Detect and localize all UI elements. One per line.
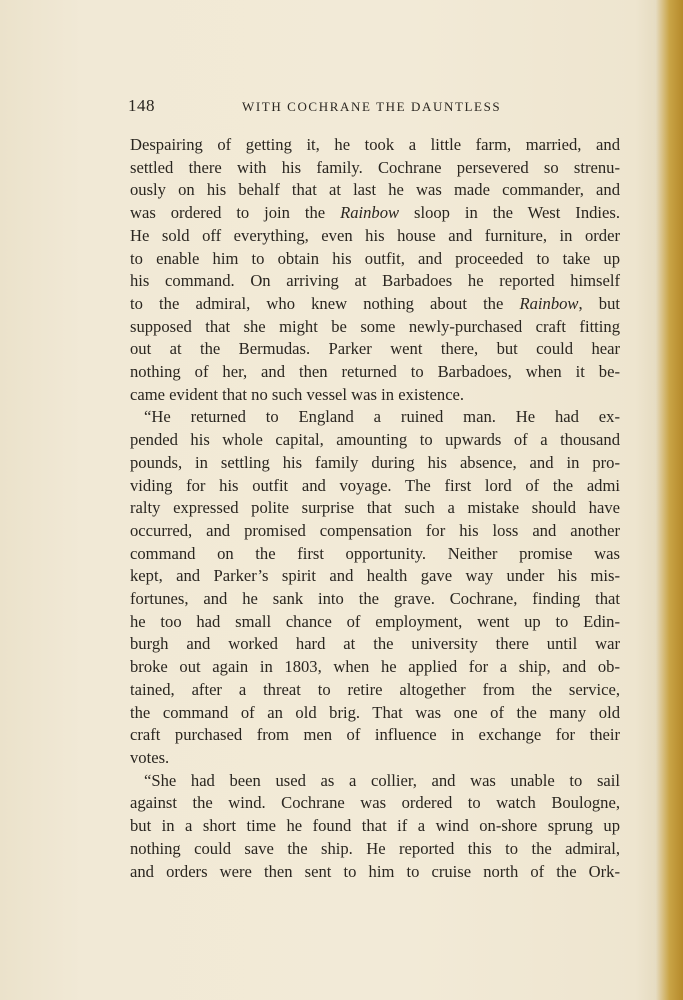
text-line: and orders were then sent to him to cruise north of the Ork-	[130, 861, 620, 881]
text-line: to enable him to obtain his outfit, and proceeded to take up	[130, 248, 620, 268]
text-line: nothing could save the ship. He reported this to the admiral,	[130, 838, 620, 858]
body-text	[130, 134, 620, 883]
text-segment: sloop in the West Indies.	[399, 203, 620, 223]
text-line: pended his whole capital, amounting to upwards of a thousand	[130, 430, 620, 450]
text-line: broke out again in 1803, when he applied for a ship, and ob-	[130, 657, 620, 677]
text-line: he too had small chance of employment, went up to Edin-	[130, 611, 620, 631]
text-line: viding for his outfit and voyage. The first lord of the admi	[130, 475, 620, 495]
text-line: pounds, in settling his family during his absence, and in pro-	[130, 452, 620, 472]
text-segment: was ordered to join the	[130, 203, 341, 223]
text-line: craft purchased from men of influence in exchange for their	[130, 725, 620, 745]
page-header	[128, 96, 618, 118]
running-title: WITH COCHRANE THE DAUNTLESS	[242, 99, 502, 114]
text-line: tained, after a threat to retire altogether from the service,	[130, 679, 620, 699]
italic-ship-name: Rainbow	[519, 293, 579, 313]
text-line: settled there with his family. Cochrane persevered so strenu-	[130, 157, 620, 177]
text-line: the command of an old brig. That was one of the many old	[130, 702, 620, 722]
text-segment: , but	[578, 293, 620, 313]
text-line: “He returned to England a ruined man. He had ex-	[144, 407, 620, 427]
text-line: kept, and Parker’s spirit and health gave way under his mis-	[130, 566, 620, 586]
text-line: but in a short time he found that if a wind on-shore sprung up	[130, 816, 620, 836]
text-line	[130, 202, 620, 225]
text-segment: to the admiral, who knew nothing about the	[130, 293, 520, 313]
text-line: command on the first opportunity. Neither promise was	[130, 543, 620, 563]
text-line: votes.	[130, 747, 170, 767]
text-line: came evident that no such vessel was in existence.	[130, 384, 465, 404]
text-line	[130, 293, 620, 316]
text-line: fortunes, and he sank into the grave. Cochrane, finding that	[130, 589, 620, 609]
text-line: Despairing of getting it, he took a little farm, married, and	[130, 135, 620, 154]
text-line: nothing of her, and then returned to Barbadoes, when it be-	[130, 362, 620, 382]
italic-ship-name: Rainbow	[340, 203, 400, 223]
text-line: ously on his behalf that at last he was made commander, and	[130, 180, 620, 200]
text-line: supposed that she might be some newly-purchased craft fitting	[130, 316, 620, 336]
text-line: burgh and worked hard at the university there until war	[130, 634, 620, 654]
text-line: ralty expressed polite surprise that such a mistake should have	[130, 498, 620, 518]
text-line: out at the Bermudas. Parker went there, but could hear	[130, 339, 620, 359]
text-line: “She had been used as a collier, and was unable to sail	[144, 770, 620, 790]
text-line: against the wind. Cochrane was ordered to watch Boulogne,	[130, 793, 620, 813]
text-line: He sold off everything, even his house and furniture, in order	[130, 225, 620, 245]
text-line: his command. On arriving at Barbadoes he reported himself	[130, 271, 620, 291]
page-number: 148	[128, 96, 155, 115]
text-line: occurred, and promised compensation for his loss and another	[130, 520, 620, 540]
